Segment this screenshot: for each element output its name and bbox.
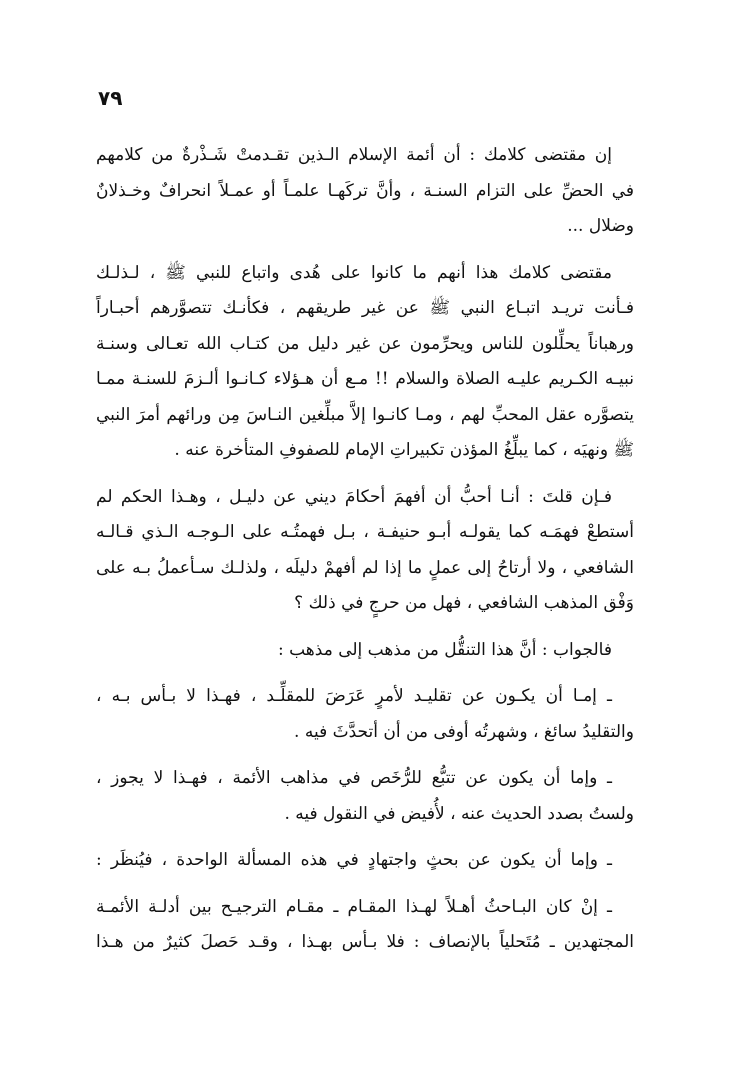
text-line: نبيـه الكـريم عليـه الصلاة والسلام !! مـع أن هـؤلاء كـانـوا ألـزمَ للسنـة ممـا [96, 369, 634, 389]
text-line: ـ إنْ كان البـاحثُ أهـلاً لهـذا المقـام ـ مقـام الترجيـح بين أدلـة الأئمـة [96, 896, 612, 917]
text-line: فـأنت تريـد اتبـاع النبي ﷺ عن غير طريقهم ، فكأنـك تتصوَّرهم أحبـاراً [96, 298, 634, 318]
paragraph [96, 761, 634, 832]
text-line: ﷺ ونهيَه ، كما يبلِّغُ المؤذن تكبيراتِ الإمام للصفوفِ المتأخرة عنه . [174, 440, 634, 460]
text-line: وَفْق المذهب الشافعي ، فهل من حرجٍ في ذلك ؟ [294, 593, 634, 613]
text-line: المجتهدين ـ مُتَحلياً بالإنصاف : فلا بـأس بهـذا ، وقـد حَصلَ كثيرٌ من هـذا [96, 932, 634, 952]
text-line: فالجواب : أنَّ هذا التنقُّل من مذهب إلى مذهب : [277, 639, 612, 660]
paragraph [96, 138, 634, 245]
text-line: والتقليدُ سائغ ، وشهرتُه أوفى من أن أتحدَّثَ فيه . [294, 721, 634, 742]
paragraph [96, 256, 634, 469]
text-line: وضلال ... [567, 216, 634, 236]
page-number: ٧٩ [98, 86, 123, 110]
paragraph [96, 679, 634, 750]
text-line: إن مقتضى كلامك : أن أئمة الإسلام الـذين تقـدمتْ شَـذْرةٌ من كلامهم [96, 145, 612, 165]
paragraph [96, 890, 634, 961]
text-line: ـ وإما أن يكون عن بحثٍ واجتهادٍ في هذه المسألة الواحدة ، فيُنظَر : [96, 850, 612, 870]
text-line: مقتضى كلامك هذا أنهم ما كانوا على هُدى واتباع للنبي ﷺ ، لـذلـك [96, 262, 612, 283]
page-body [96, 138, 634, 972]
paragraph [96, 633, 634, 669]
paragraph [96, 843, 634, 879]
text-line: يتصوَّره عقل المحبِّ لهم ، ومـا كانـوا إلاَّ مبلِّغين النـاسَ مِن ورائهم أمرَ النبي [96, 404, 634, 425]
text-line: فـإن قلتَ : أنـا أحبُّ أن أفهمَ أحكامَ ديني عن دليـل ، وهـذا الحكم لم [96, 486, 612, 507]
text-line: ولستُ بصدد الحديث عنه ، لأُفيض في النقول فيه . [284, 803, 634, 824]
text-line: الشافعي ، ولا أرتاحُ إلى عملٍ ما إذا لم أفهمْ دليلَه ، ولذلـك سـأعملُ بـه على [96, 557, 634, 578]
text-line: أستطعْ فهمَـه كما يقولـه أبـو حنيفـة ، بـل فهمتُـه على الـوجـه الـذي قـالـه [96, 522, 634, 542]
text-line: في الحضِّ على التزام السنـة ، وأنَّ تركَهـا علمـاً أو عمـلاً انحرافٌ وخـذلانٌ [96, 180, 634, 201]
text-line: ـ إمـا أن يكـون عن تقليـد لأمرٍ عَرَضَ للمقلِّـد ، فهـذا لا بـأس بـه ، [96, 686, 612, 706]
text-line: ورهباناً يحلِّلون للناس ويحرِّمون عن غير دليل من كتـاب الله تعـالى وسنـة [96, 333, 634, 354]
text-line: ـ وإما أن يكون عن تتبُّع للرُّخَص في مذاهب الأئمة ، فهـذا لا يجوز ، [96, 768, 612, 788]
paragraph [96, 480, 634, 622]
